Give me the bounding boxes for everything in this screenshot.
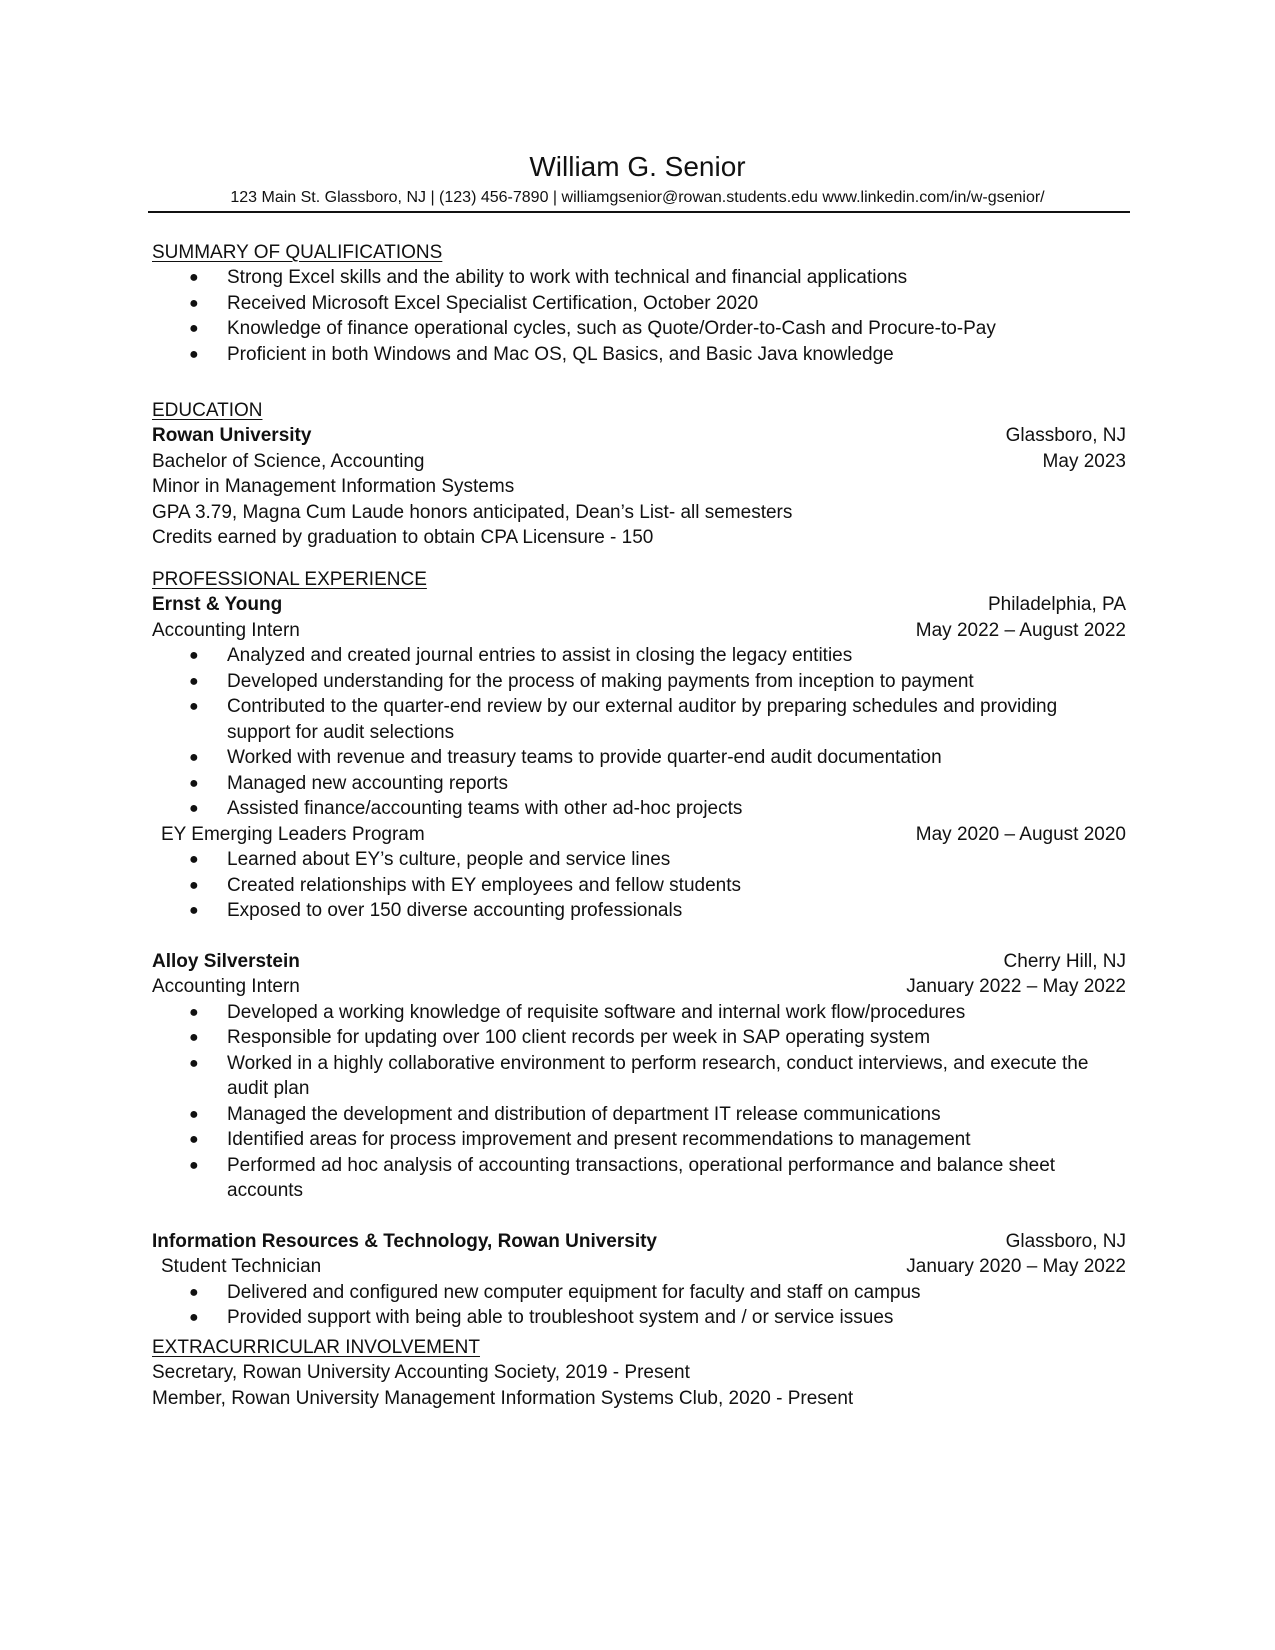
list-item: ● Worked in a highly collaborative environment to perform research, conduct interviews, and execute the audit plan [189,1052,1089,1099]
school-row [152,423,1130,449]
job-dates: January 2020 – May 2022 [906,1256,1126,1277]
job-title: Accounting Intern [152,619,300,641]
bullet-icon: ● [189,698,199,715]
candidate-name: William G. Senior [529,151,746,182]
degree: Bachelor of Science, Accounting [152,450,425,472]
list-item: ● Identified areas for process improvement and present recommendations to management [152,1127,1130,1153]
job-title-row [152,974,1130,1000]
bullet-icon: ● [189,1156,199,1174]
list-item: ● Worked with revenue and treasury teams to provide quarter-end audit documentation [152,745,1130,771]
list-item: ● Delivered and configured new computer equipment for faculty and staff on campus [152,1280,1130,1306]
job-header-row [152,1229,1130,1255]
list-item: ● Created relationships with EY employees and fellow students [152,873,1130,899]
job-title-row [152,618,1130,644]
bullet-icon: ● [189,294,199,312]
list-item: ● Knowledge of finance operational cycles, such as Quote/Order-to-Cash and Procure-to-Pay [152,316,1130,342]
list-item: ● Proficient in both Windows and Mac OS, QL Basics, and Basic Java knowledge [152,342,1130,368]
job-location: Cherry Hill, NJ [1003,950,1126,972]
job-bullets [152,1280,1130,1331]
program-title: EY Emerging Leaders Program [161,823,425,845]
job-header-row [152,592,1130,618]
job-bullets [152,1000,1130,1204]
extracurricular-item: Member, Rowan University Management Information Systems Club, 2020 - Present [152,1387,854,1409]
extracurricular-section [152,1335,1130,1411]
summary-heading: SUMMARY OF QUALIFICATIONS [152,242,443,263]
company-name: Information Resources & Technology, Rowan University [152,1230,657,1252]
extracurricular-heading: EXTRACURRICULAR INVOLVEMENT [152,1337,480,1358]
bullet-icon: ● [189,1029,199,1046]
education-heading: EDUCATION [152,400,263,421]
bullet-icon: ● [189,876,199,894]
company-name: Alloy Silverstein [152,950,300,972]
list-item: ● Responsible for updating over 100 client records per week in SAP operating system [152,1025,1130,1051]
job-location: Philadelphia, PA [987,594,1126,615]
list-item: ● Developed understanding for the process of making payments from inception to payment [152,669,1130,695]
graduation-date: May 2023 [1042,450,1126,472]
bullet-icon: ● [189,851,199,868]
list-item: ● Exposed to over 150 diverse accounting professionals [152,898,1130,924]
bullet-icon: ● [189,800,199,817]
bullet-icon: ● [189,749,199,766]
job-dates: January 2022 – May 2022 [906,976,1126,997]
bullet-icon: ● [189,672,199,690]
list-item: ● Strong Excel skills and the ability to work with technical and financial applications [152,265,1130,291]
bullet-icon: ● [189,1105,199,1123]
school-location: Glassboro, NJ [1005,425,1126,446]
credits: Credits earned by graduation to obtain CPA Licensure - 150 [152,527,654,548]
bullet-icon: ● [189,345,199,363]
job-dates: May 2022 – August 2022 [915,619,1126,641]
experience-section [152,567,1130,1331]
job-title-row [152,1254,1130,1280]
bullet-icon: ● [189,269,199,286]
job-bullets [152,643,1130,822]
bullet-icon: ● [189,1003,199,1021]
program-bullets [152,847,1130,924]
list-item: ● Developed a working knowledge of requisite software and internal work flow/procedures [152,1000,1130,1026]
degree-row [152,449,1130,475]
bullet-icon: ● [189,774,199,792]
extracurricular-item: Secretary, Rowan University Accounting Society, 2019 - Present [152,1362,690,1383]
summary-list [152,265,1130,367]
job-title: Student Technician [161,1256,322,1277]
bullet-icon: ● [189,320,199,337]
bullet-icon: ● [189,1283,199,1301]
program-dates: May 2020 – August 2020 [915,823,1126,845]
list-item: ● Analyzed and created journal entries to assist in closing the legacy entities [152,643,1130,669]
bullet-icon: ● [189,1054,199,1072]
education-section [152,398,1130,551]
company-name: Ernst & Young [152,594,283,615]
list-item: ● Assisted finance/accounting teams with other ad-hoc projects [152,796,1130,822]
bullet-icon: ● [189,902,199,919]
gpa: GPA 3.79, Magna Cum Laude honors anticipated, Dean’s List- all semesters [152,501,793,523]
list-item: ● Learned about EY’s culture, people and service lines [152,847,1130,873]
list-item: ● Received Microsoft Excel Specialist Certification, October 2020 [152,291,1130,317]
list-item: ● Contributed to the quarter-end review by our external auditor by preparing schedules and providing support for audit selections [189,696,1058,743]
experience-heading: PROFESSIONAL EXPERIENCE [152,569,427,590]
list-item: ● Managed the development and distribution of department IT release communications [152,1102,1130,1128]
job-title: Accounting Intern [152,976,300,997]
school-name: Rowan University [152,425,312,446]
program-row [152,822,1130,848]
list-item: ● Performed ad hoc analysis of accounting transactions, operational performance and balance sheet accounts [189,1154,1056,1201]
bullet-icon: ● [189,1131,199,1148]
bullet-icon: ● [189,1309,199,1326]
summary-section [152,240,1130,367]
list-item: ● Managed new accounting reports [152,771,1130,797]
list-item: ● Provided support with being able to troubleshoot system and / or service issues [152,1305,1130,1331]
job-location: Glassboro, NJ [1005,1230,1126,1252]
contact-line: 123 Main St. Glassboro, NJ | (123) 456-7890 | williamgsenior@rowan.students.edu www.linkedin.com/in/w-gsenior/ [230,189,1045,206]
minor: Minor in Management Information Systems [152,476,515,497]
bullet-icon: ● [189,647,199,664]
job-header-row [152,949,1130,975]
header-divider [148,211,1130,213]
